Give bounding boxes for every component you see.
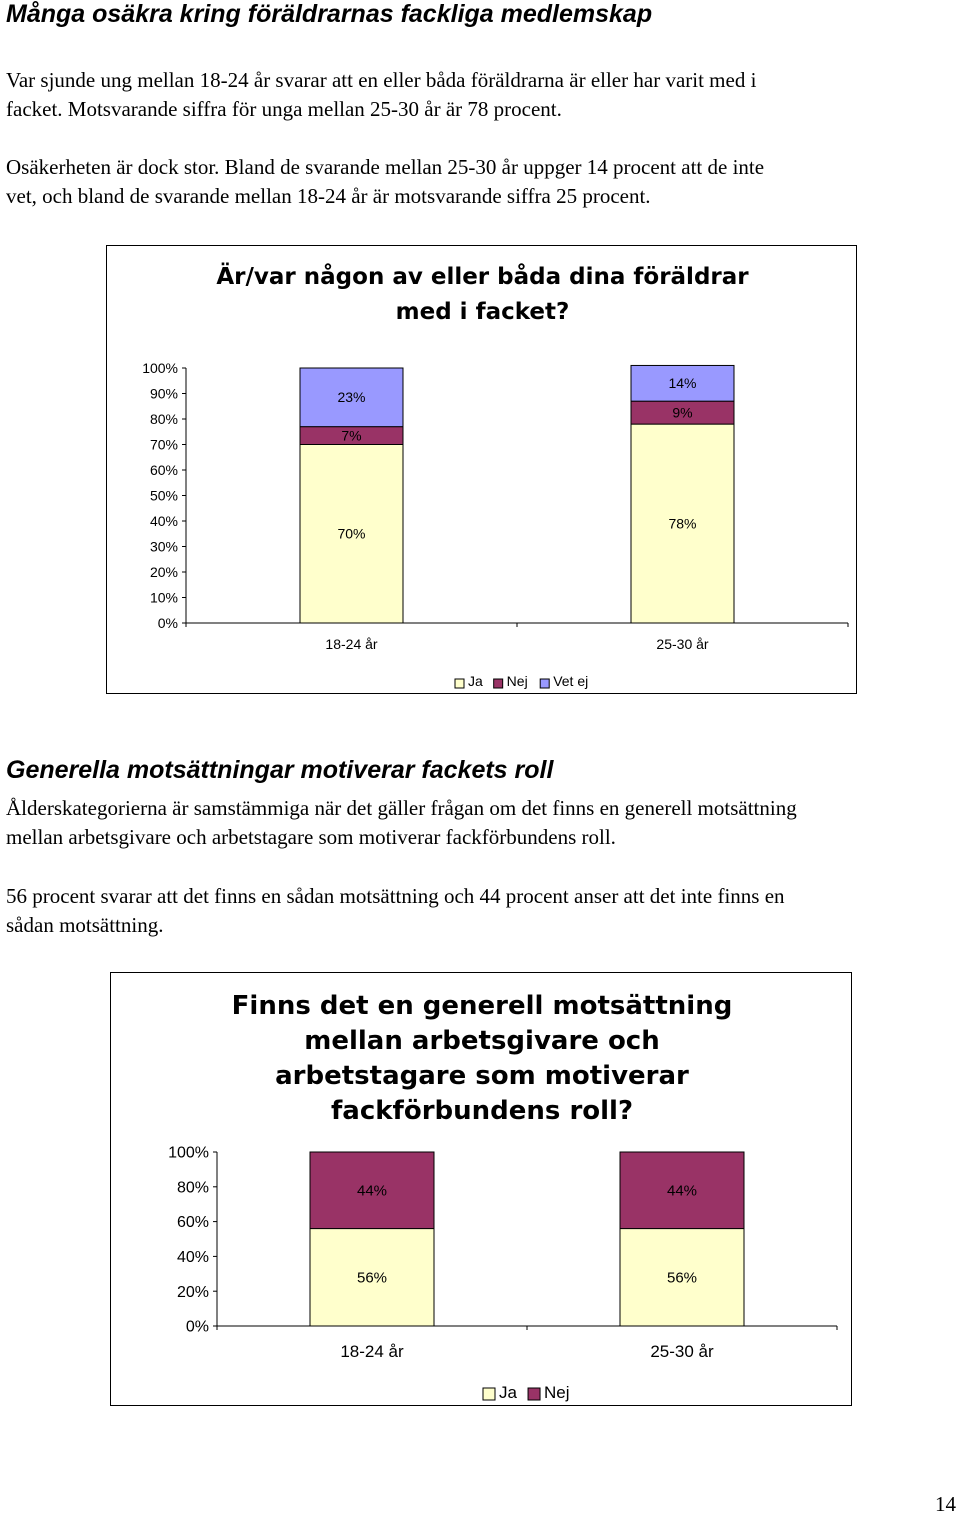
data-label: 78% bbox=[668, 515, 697, 532]
y-tick-label: 80% bbox=[176, 1179, 209, 1197]
chart-parents-union bbox=[106, 245, 857, 694]
chart-title-line: mellan arbetsgivare och bbox=[304, 1026, 660, 1056]
legend-swatch bbox=[455, 679, 464, 688]
legend-swatch bbox=[528, 1388, 540, 1400]
x-category-label: 18-24 år bbox=[325, 636, 378, 652]
paragraph-age-categories bbox=[6, 794, 960, 852]
x-category-label: 25-30 år bbox=[656, 636, 709, 652]
legend-label: Nej bbox=[506, 673, 528, 689]
data-label: 56% bbox=[356, 1269, 388, 1287]
data-label: 44% bbox=[356, 1182, 388, 1200]
paragraph-line: mellan arbetsgivare och arbetstagare som motiverar fackförbundens roll. bbox=[6, 825, 616, 849]
chart-plot bbox=[107, 246, 856, 693]
paragraph-uncertainty bbox=[6, 153, 960, 211]
data-label: 23% bbox=[337, 389, 366, 406]
legend-swatch bbox=[483, 1388, 495, 1400]
legend-label: Ja bbox=[468, 673, 483, 689]
legend-swatch bbox=[494, 679, 503, 688]
y-tick-label: 20% bbox=[149, 563, 178, 580]
y-tick-label: 80% bbox=[149, 410, 178, 427]
chart-title-line: Är/var någon av eller båda dina föräldrar bbox=[216, 264, 749, 290]
legend-label: Ja bbox=[499, 1383, 517, 1402]
x-category-label: 18-24 år bbox=[340, 1342, 404, 1361]
section-heading-conflict: Generella motsättningar motiverar fackets roll bbox=[6, 756, 554, 784]
chart-plot bbox=[111, 973, 851, 1405]
chart-general-conflict bbox=[110, 972, 852, 1406]
chart-title-line: Finns det en generell motsättning bbox=[231, 991, 733, 1021]
paragraph-line: Ålderskategorierna är samstämmiga när det gäller frågan om det finns en generell motsättning bbox=[6, 796, 797, 820]
x-category-label: 25-30 år bbox=[650, 1342, 714, 1361]
y-tick-label: 60% bbox=[176, 1214, 209, 1232]
chart-title-line: med i facket? bbox=[395, 299, 570, 325]
y-tick-label: 90% bbox=[149, 385, 178, 402]
paragraph-line: facket. Motsvarande siffra för unga mellan 25-30 år är 78 procent. bbox=[6, 97, 562, 121]
paragraph-parents-membership bbox=[6, 66, 960, 124]
y-tick-label: 50% bbox=[149, 487, 178, 504]
chart-title-line: fackförbundens roll? bbox=[330, 1096, 634, 1126]
y-tick-label: 40% bbox=[149, 512, 178, 529]
y-tick-label: 20% bbox=[176, 1283, 209, 1301]
data-label: 9% bbox=[672, 404, 693, 421]
paragraph-line: Osäkerheten är dock stor. Bland de svarande mellan 25-30 år uppger 14 procent att de inte bbox=[6, 155, 765, 179]
y-tick-label: 0% bbox=[185, 1318, 209, 1336]
paragraph-line: 56 procent svarar att det finns en sådan motsättning och 44 procent anser att det inte finns en bbox=[6, 884, 785, 908]
y-tick-label: 70% bbox=[149, 436, 178, 453]
legend-label: Vet ej bbox=[553, 673, 589, 689]
paragraph-line: vet, och bland de svarande mellan 18-24 år är motsvarande siffra 25 procent. bbox=[6, 184, 651, 208]
y-tick-label: 100% bbox=[168, 1144, 209, 1162]
y-tick-label: 30% bbox=[149, 538, 178, 555]
data-label: 44% bbox=[666, 1182, 698, 1200]
data-label: 70% bbox=[337, 525, 366, 542]
legend-label: Nej bbox=[544, 1383, 570, 1402]
chart-title-line: arbetstagare som motiverar bbox=[275, 1061, 689, 1091]
paragraph-56-percent bbox=[6, 882, 960, 940]
data-label: 14% bbox=[668, 375, 697, 392]
y-tick-label: 0% bbox=[157, 614, 178, 631]
y-tick-label: 10% bbox=[149, 589, 178, 606]
paragraph-line: Var sjunde ung mellan 18-24 år svarar att en eller båda föräldrarna är eller har varit med i bbox=[6, 68, 757, 92]
y-tick-label: 100% bbox=[142, 359, 178, 376]
page-number: 14 bbox=[935, 1492, 956, 1516]
y-tick-label: 40% bbox=[176, 1249, 209, 1266]
y-tick-label: 60% bbox=[149, 461, 178, 478]
paragraph-line: sådan motsättning. bbox=[6, 913, 164, 937]
legend-swatch bbox=[540, 679, 549, 688]
section-heading-parents: Många osäkra kring föräldrarnas fackliga medlemskap bbox=[6, 0, 653, 28]
data-label: 7% bbox=[341, 427, 362, 444]
data-label: 56% bbox=[666, 1269, 698, 1287]
